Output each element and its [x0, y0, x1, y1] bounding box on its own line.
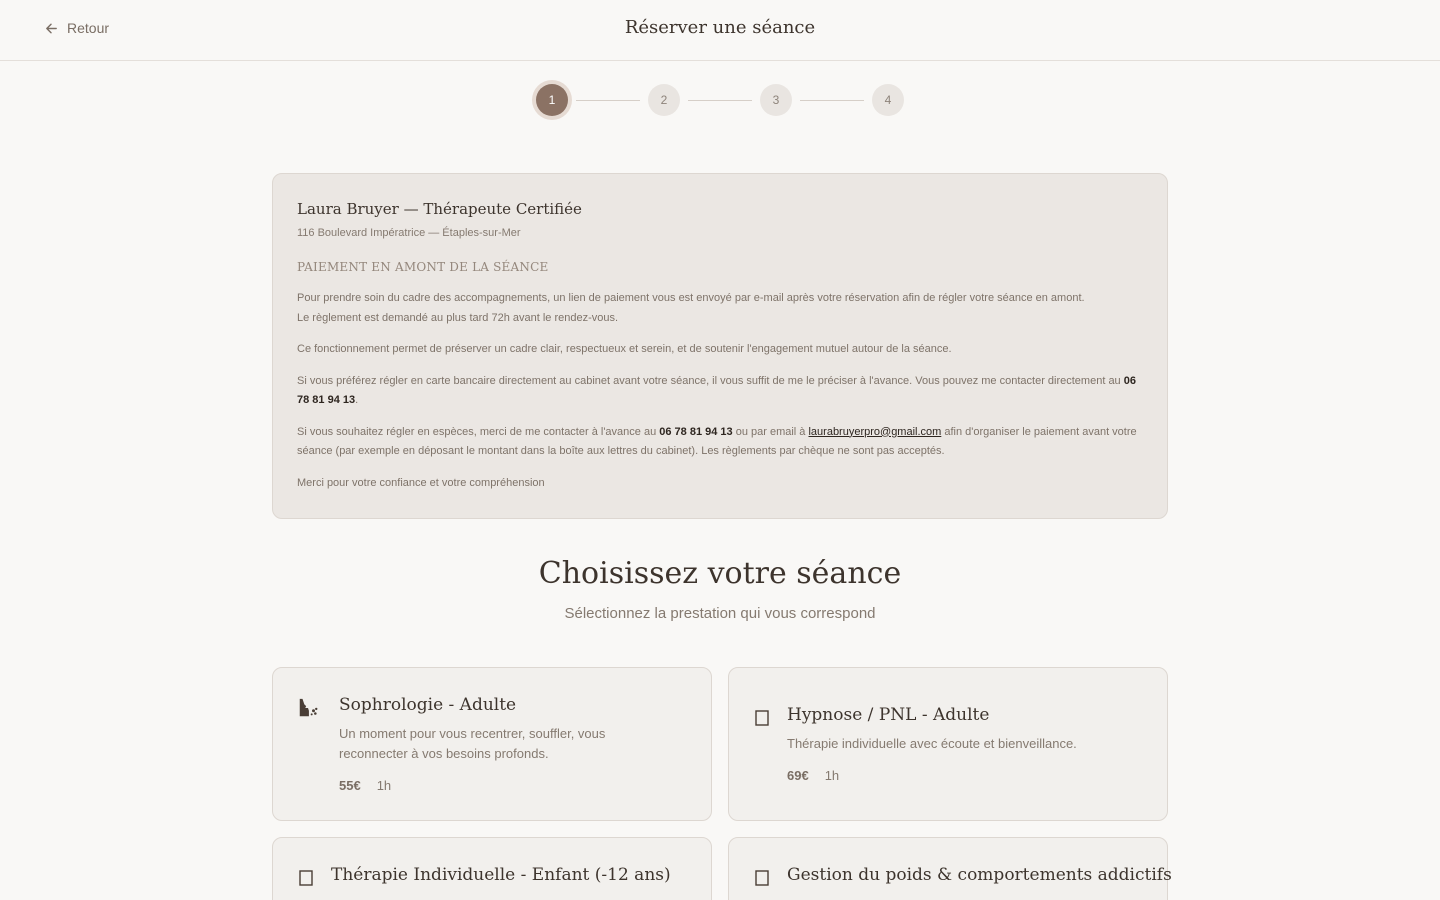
payment-paragraph-3	[297, 372, 1143, 411]
step-connector	[800, 100, 864, 101]
back-label: Retour	[67, 20, 110, 36]
phone-number: 06 78 81 94 13	[659, 425, 733, 438]
step-indicator	[536, 84, 904, 116]
placeholder-icon	[753, 709, 771, 727]
step-1: 1	[536, 84, 568, 116]
therapist-name: Laura Bruyer — Thérapeute Certifiée	[297, 200, 582, 218]
service-title: Gestion du poids & comportements addictifs	[787, 865, 1172, 885]
p4-text-2: ou par email à	[732, 425, 809, 438]
p3-end: .	[355, 394, 359, 406]
service-price: 55€	[339, 778, 361, 793]
placeholder-icon	[753, 869, 771, 887]
service-duration: 1h	[824, 768, 840, 783]
step-connector	[688, 100, 752, 101]
top-bar	[0, 0, 1440, 61]
email-link[interactable]: laurabruyerpro@gmail.com	[808, 425, 942, 438]
payment-paragraph-2: Ce fonctionnement permet de préserver un cadre clair, respectueux et serein, et de soutenir l'engagement mutuel autour de la séance.	[297, 343, 952, 355]
service-card-gestion-poids[interactable]	[728, 837, 1172, 900]
p1-line2: Le règlement est demandé au plus tard 72h avant le rendez-vous.	[297, 311, 619, 324]
therapist-info-panel	[272, 173, 1168, 519]
service-meta	[339, 778, 391, 793]
p4-text-3: afin d'organiser le paiement avant votre séance (par exemple en déposant le montant dans la boîte aux lettres du cabinet). Les règlements par chèque ne sont pas acceptés.	[297, 425, 1137, 457]
payment-paragraph-5: Merci pour votre confiance et votre compréhension	[297, 476, 545, 489]
service-card-enfant[interactable]	[272, 837, 712, 900]
service-meta	[787, 768, 839, 783]
section-subtitle: Sélectionnez la prestation qui vous correspond	[564, 605, 876, 622]
service-description: Un moment pour vous recentrer, souffler, vous reconnecter à vos besoins profonds.	[339, 726, 606, 761]
meditation-icon	[297, 697, 319, 719]
service-description: Thérapie individuelle avec écoute et bienveillance.	[787, 736, 1077, 751]
service-price: 69€	[787, 768, 809, 783]
service-card-hypnose[interactable]	[728, 667, 1168, 821]
service-title: Thérapie Individuelle - Enfant (-12 ans)	[331, 865, 671, 885]
p4-text-1: Si vous souhaitez régler en espèces, merci de me contacter à l'avance au	[297, 425, 660, 438]
payment-heading: PAIEMENT EN AMONT DE LA SÉANCE	[297, 260, 549, 274]
step-4: 4	[872, 84, 904, 116]
service-title: Hypnose / PNL - Adulte	[787, 705, 990, 725]
placeholder-icon	[297, 869, 315, 887]
phone-number: 06 78 81 94 13	[297, 374, 1136, 406]
step-2: 2	[648, 84, 680, 116]
therapist-address: 116 Boulevard Impératrice — Étaples-sur-Mer	[297, 227, 521, 239]
section-title: Choisissez votre séance	[538, 556, 902, 591]
p1-line1: Pour prendre soin du cadre des accompagnements, un lien de paiement vous est envoyé par e-mail après votre réservation afin de régler votre séance en amont.	[297, 292, 1085, 304]
step-3: 3	[760, 84, 792, 116]
page-title: Réserver une séance	[624, 17, 816, 38]
payment-paragraph-4	[297, 423, 1143, 462]
service-title: Sophrologie - Adulte	[339, 695, 517, 715]
step-connector	[576, 100, 640, 101]
service-duration: 1h	[376, 778, 392, 793]
p3-text: Si vous préférez régler en carte bancaire directement au cabinet avant votre séance, il vous suffit de me le préciser à l'avance. Vous pouvez me contacter directement au	[297, 374, 1124, 387]
service-card-sophrologie[interactable]	[272, 667, 712, 821]
payment-paragraph-1	[297, 289, 1143, 328]
